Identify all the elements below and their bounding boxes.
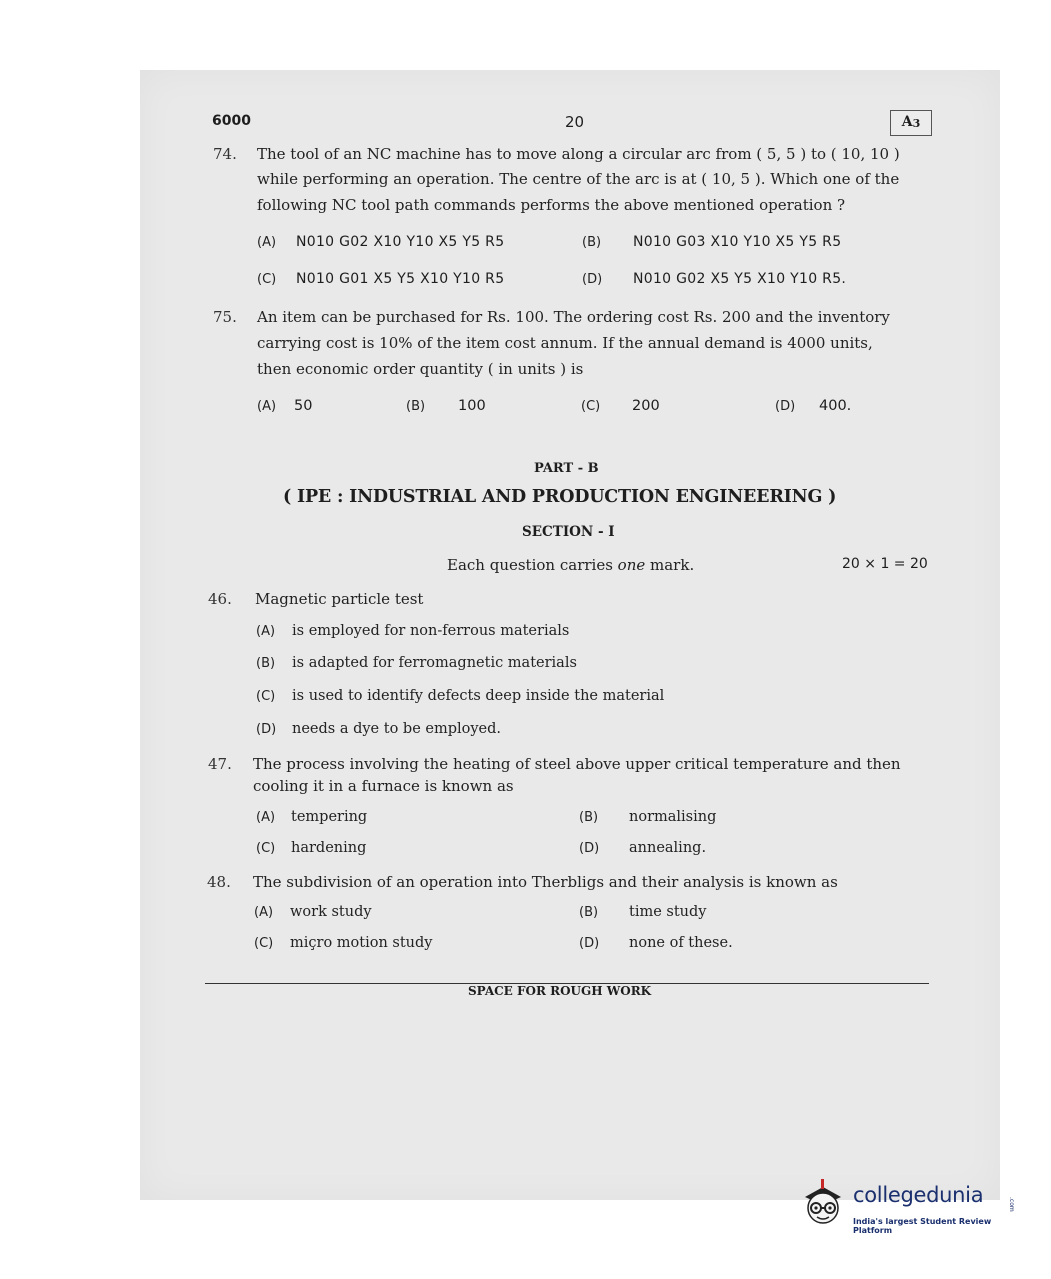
option-label: (B): [256, 656, 276, 671]
option-label: (A): [257, 235, 277, 250]
question-text-line: The process involving the heating of steel above upper critical temperature and then: [253, 755, 901, 773]
question-text-line: while performing an operation. The centre of the arc is at ( 10, 5 ). Which one of the: [257, 170, 900, 188]
option-text: is adapted for ferromagnetic materials: [292, 655, 577, 671]
option-label: (A): [256, 810, 276, 825]
option-text: miçro motion study: [290, 935, 433, 951]
option-text: N010 G02 X10 Y10 X5 Y5 R5: [296, 234, 505, 250]
part-title: PART - B: [534, 461, 599, 476]
option-label: (A): [256, 624, 276, 639]
question-text-line: then economic order quantity ( in units ) is: [257, 360, 584, 378]
option-text: N010 G01 X5 Y5 X10 Y10 R5: [296, 271, 505, 287]
question-text-line: Magnetic particle test: [255, 590, 424, 608]
option-text: normalising: [629, 809, 717, 825]
question-text-line: The tool of an NC machine has to move along a circular arc from ( 5, 5 ) to ( 10, 10 ): [257, 145, 900, 163]
option-text: is employed for non-ferrous materials: [292, 623, 570, 639]
rough-work-label: SPACE FOR ROUGH WORK: [468, 984, 652, 998]
option-label: (B): [579, 905, 599, 920]
collegedunia-watermark: [795, 1175, 1025, 1235]
question-text-line: The subdivision of an operation into Therbligs and their analysis is known as: [253, 873, 838, 891]
booklet-letter: A: [901, 114, 913, 130]
option-text: work study: [290, 904, 372, 920]
mascot-icon: [795, 1175, 851, 1235]
option-text: 400.: [819, 398, 852, 414]
question-text-line: following NC tool path commands performs the above mentioned operation ?: [257, 196, 846, 214]
option-text: none of these.: [629, 935, 733, 951]
option-label: (D): [582, 272, 603, 287]
option-text: N010 G03 X10 Y10 X5 Y5 R5: [633, 234, 842, 250]
option-label: (D): [579, 841, 600, 856]
option-label: (A): [257, 399, 277, 414]
subject-title: ( IPE : INDUSTRIAL AND PRODUCTION ENGINEERING ): [283, 487, 837, 507]
option-text: annealing.: [629, 840, 707, 856]
question-number: 47.: [208, 755, 232, 773]
option-label: (A): [254, 905, 274, 920]
option-label: (B): [582, 235, 602, 250]
option-label: (B): [579, 810, 599, 825]
marks-instruction: Each question carries one mark.: [447, 556, 695, 574]
option-label: (B): [406, 399, 426, 414]
option-text: 100: [458, 398, 486, 414]
option-text: needs a dye to be employed.: [292, 721, 502, 737]
question-number: 46.: [208, 590, 232, 608]
option-label: (C): [256, 689, 276, 704]
option-label: (C): [256, 841, 276, 856]
question-text-line: An item can be purchased for Rs. 100. The ordering cost Rs. 200 and the inventory: [257, 308, 890, 326]
brand-name: collegedunia: [853, 1183, 984, 1207]
option-label: (C): [257, 272, 277, 287]
option-label: (D): [256, 722, 277, 737]
booklet-sub: 3: [912, 117, 921, 130]
marks-total: 20 × 1 = 20: [842, 556, 928, 572]
marks-emphasis: one: [617, 556, 646, 574]
option-label: (D): [775, 399, 796, 414]
paper-code: 6000: [212, 113, 251, 129]
option-label: (C): [581, 399, 601, 414]
booklet-series-box: [890, 110, 932, 136]
question-number: 75.: [213, 308, 237, 326]
option-label: (D): [579, 936, 600, 951]
option-label: (C): [254, 936, 274, 951]
question-number: 48.: [207, 873, 231, 891]
option-text: N010 G02 X5 Y5 X10 Y10 R5.: [633, 271, 847, 287]
option-text: hardening: [291, 840, 367, 856]
brand-tagline: India's largest Student Review Platform: [853, 1217, 992, 1235]
option-text: time study: [629, 904, 707, 920]
question-text-line: cooling it in a furnace is known as: [253, 777, 514, 795]
option-text: is used to identify defects deep inside the material: [292, 688, 665, 704]
brand-tld: .com: [1008, 1197, 1015, 1212]
option-text: 50: [294, 398, 313, 414]
question-text-line: carrying cost is 10% of the item cost annum. If the annual demand is 4000 units,: [257, 334, 873, 352]
page-number: 20: [565, 113, 585, 131]
option-text: tempering: [291, 809, 368, 825]
option-text: 200: [632, 398, 660, 414]
question-number: 74.: [213, 145, 237, 163]
section-title: SECTION - I: [522, 524, 615, 540]
